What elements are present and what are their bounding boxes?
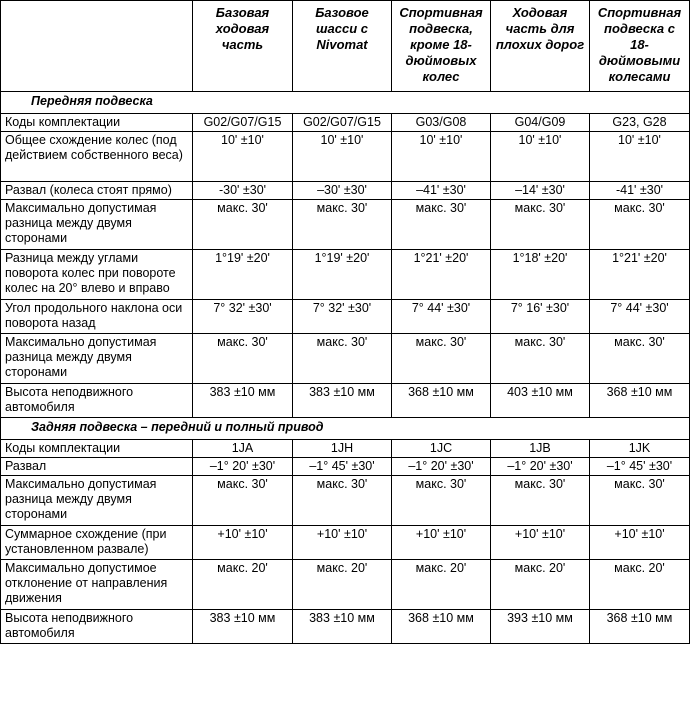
cell-value: макс. 30' bbox=[392, 334, 491, 384]
table-row bbox=[1, 132, 690, 182]
cell-value: 393 ±10 мм bbox=[491, 610, 590, 644]
header-col-sport-18: Спортивная подвеска с 18-дюймовыми колесами bbox=[590, 1, 690, 92]
cell-value: макс. 30' bbox=[193, 200, 293, 250]
row-label: Высота неподвижного автомобиля bbox=[1, 610, 193, 644]
table-row bbox=[1, 384, 690, 418]
cell-value: 1JH bbox=[293, 440, 392, 458]
row-label: Высота неподвижного автомобиля bbox=[1, 384, 193, 418]
cell-value: 1°21' ±20' bbox=[392, 250, 491, 300]
row-label: Максимально допустимая разница между двумя сторонами bbox=[1, 476, 193, 526]
cell-value: 1JA bbox=[193, 440, 293, 458]
cell-value: макс. 30' bbox=[491, 476, 590, 526]
header-corner bbox=[1, 1, 193, 92]
cell-value: 7° 44' ±30' bbox=[590, 300, 690, 334]
cell-value: G04/G09 bbox=[491, 114, 590, 132]
cell-value: макс. 30' bbox=[293, 476, 392, 526]
cell-value: –1° 45' ±30' bbox=[293, 458, 392, 476]
cell-value: макс. 30' bbox=[193, 476, 293, 526]
cell-value: -30' ±30' bbox=[193, 182, 293, 200]
cell-value: -41' ±30' bbox=[590, 182, 690, 200]
header-col-base: Базовая ходовая часть bbox=[193, 1, 293, 92]
cell-value: 10' ±10' bbox=[293, 132, 392, 182]
row-label: Коды комплектации bbox=[1, 440, 193, 458]
cell-value: макс. 30' bbox=[590, 476, 690, 526]
table-row bbox=[1, 300, 690, 334]
cell-value: 368 ±10 мм bbox=[590, 610, 690, 644]
row-label: Разница между углами поворота колес при повороте колес на 20° влево и вправо bbox=[1, 250, 193, 300]
table-row bbox=[1, 440, 690, 458]
cell-value: 10' ±10' bbox=[491, 132, 590, 182]
cell-value: 368 ±10 мм bbox=[590, 384, 690, 418]
cell-value: 368 ±10 мм bbox=[392, 610, 491, 644]
row-label: Максимально допустимое отклонение от направления движения bbox=[1, 560, 193, 610]
cell-value: –14' ±30' bbox=[491, 182, 590, 200]
table-row bbox=[1, 200, 690, 250]
cell-value: 1°19' ±20' bbox=[193, 250, 293, 300]
cell-value: –1° 20' ±30' bbox=[392, 458, 491, 476]
row-label: Коды комплектации bbox=[1, 114, 193, 132]
table-row bbox=[1, 476, 690, 526]
section-row bbox=[1, 418, 690, 440]
cell-value: макс. 20' bbox=[392, 560, 491, 610]
cell-value: 383 ±10 мм bbox=[293, 610, 392, 644]
cell-value: +10' ±10' bbox=[193, 526, 293, 560]
row-label: Общее схождение колес (под действием собственного веса) bbox=[1, 132, 193, 182]
row-label: Развал (колеса стоят прямо) bbox=[1, 182, 193, 200]
cell-value: 7° 44' ±30' bbox=[392, 300, 491, 334]
cell-value: 403 ±10 мм bbox=[491, 384, 590, 418]
cell-value: 7° 32' ±30' bbox=[293, 300, 392, 334]
cell-value: –1° 45' ±30' bbox=[590, 458, 690, 476]
table-row bbox=[1, 610, 690, 644]
cell-value: 1°21' ±20' bbox=[590, 250, 690, 300]
cell-value: G03/G08 bbox=[392, 114, 491, 132]
cell-value: 1°19' ±20' bbox=[293, 250, 392, 300]
cell-value: 10' ±10' bbox=[392, 132, 491, 182]
cell-value: макс. 20' bbox=[491, 560, 590, 610]
cell-value: макс. 20' bbox=[590, 560, 690, 610]
cell-value: 1JK bbox=[590, 440, 690, 458]
row-label: Суммарное схождение (при установленном развале) bbox=[1, 526, 193, 560]
cell-value: 383 ±10 мм bbox=[293, 384, 392, 418]
cell-value: –1° 20' ±30' bbox=[193, 458, 293, 476]
cell-value: +10' ±10' bbox=[392, 526, 491, 560]
cell-value: +10' ±10' bbox=[491, 526, 590, 560]
cell-value: G23, G28 bbox=[590, 114, 690, 132]
cell-value: макс. 20' bbox=[193, 560, 293, 610]
header-col-nivomat: Базовое шасси с Nivomat bbox=[293, 1, 392, 92]
header-col-bad-roads: Ходовая часть для плохих дорог bbox=[491, 1, 590, 92]
table-row bbox=[1, 182, 690, 200]
cell-value: макс. 30' bbox=[590, 334, 690, 384]
cell-value: 10' ±10' bbox=[590, 132, 690, 182]
cell-value: 1°18' ±20' bbox=[491, 250, 590, 300]
cell-value: макс. 30' bbox=[193, 334, 293, 384]
cell-value: +10' ±10' bbox=[590, 526, 690, 560]
cell-value: 1JC bbox=[392, 440, 491, 458]
table-row bbox=[1, 458, 690, 476]
cell-value: 7° 16' ±30' bbox=[491, 300, 590, 334]
cell-value: 1JB bbox=[491, 440, 590, 458]
cell-value: –1° 20' ±30' bbox=[491, 458, 590, 476]
cell-value: 368 ±10 мм bbox=[392, 384, 491, 418]
cell-value: +10' ±10' bbox=[293, 526, 392, 560]
row-label: Угол продольного наклона оси поворота назад bbox=[1, 300, 193, 334]
section-title: Передняя подвеска bbox=[1, 92, 690, 114]
cell-value: G02/G07/G15 bbox=[293, 114, 392, 132]
header-row bbox=[1, 1, 690, 92]
cell-value: макс. 30' bbox=[293, 200, 392, 250]
cell-value: макс. 30' bbox=[491, 200, 590, 250]
table-row bbox=[1, 334, 690, 384]
table-row bbox=[1, 250, 690, 300]
cell-value: –41' ±30' bbox=[392, 182, 491, 200]
section-title: Задняя подвеска – передний и полный привод bbox=[1, 418, 690, 440]
table-row bbox=[1, 114, 690, 132]
cell-value: 10' ±10' bbox=[193, 132, 293, 182]
table-row bbox=[1, 560, 690, 610]
section-row bbox=[1, 92, 690, 114]
table-row bbox=[1, 526, 690, 560]
cell-value: –30' ±30' bbox=[293, 182, 392, 200]
row-label: Развал bbox=[1, 458, 193, 476]
cell-value: 383 ±10 мм bbox=[193, 384, 293, 418]
row-label: Максимально допустимая разница между двумя сторонами bbox=[1, 334, 193, 384]
cell-value: 383 ±10 мм bbox=[193, 610, 293, 644]
row-label: Максимально допустимая разница между двумя сторонами bbox=[1, 200, 193, 250]
cell-value: макс. 30' bbox=[392, 476, 491, 526]
header-col-sport: Спортивная подвеска, кроме 18-дюймовых колес bbox=[392, 1, 491, 92]
cell-value: макс. 30' bbox=[293, 334, 392, 384]
cell-value: макс. 30' bbox=[590, 200, 690, 250]
cell-value: 7° 32' ±30' bbox=[193, 300, 293, 334]
cell-value: макс. 30' bbox=[392, 200, 491, 250]
cell-value: G02/G07/G15 bbox=[193, 114, 293, 132]
cell-value: макс. 30' bbox=[491, 334, 590, 384]
cell-value: макс. 20' bbox=[293, 560, 392, 610]
